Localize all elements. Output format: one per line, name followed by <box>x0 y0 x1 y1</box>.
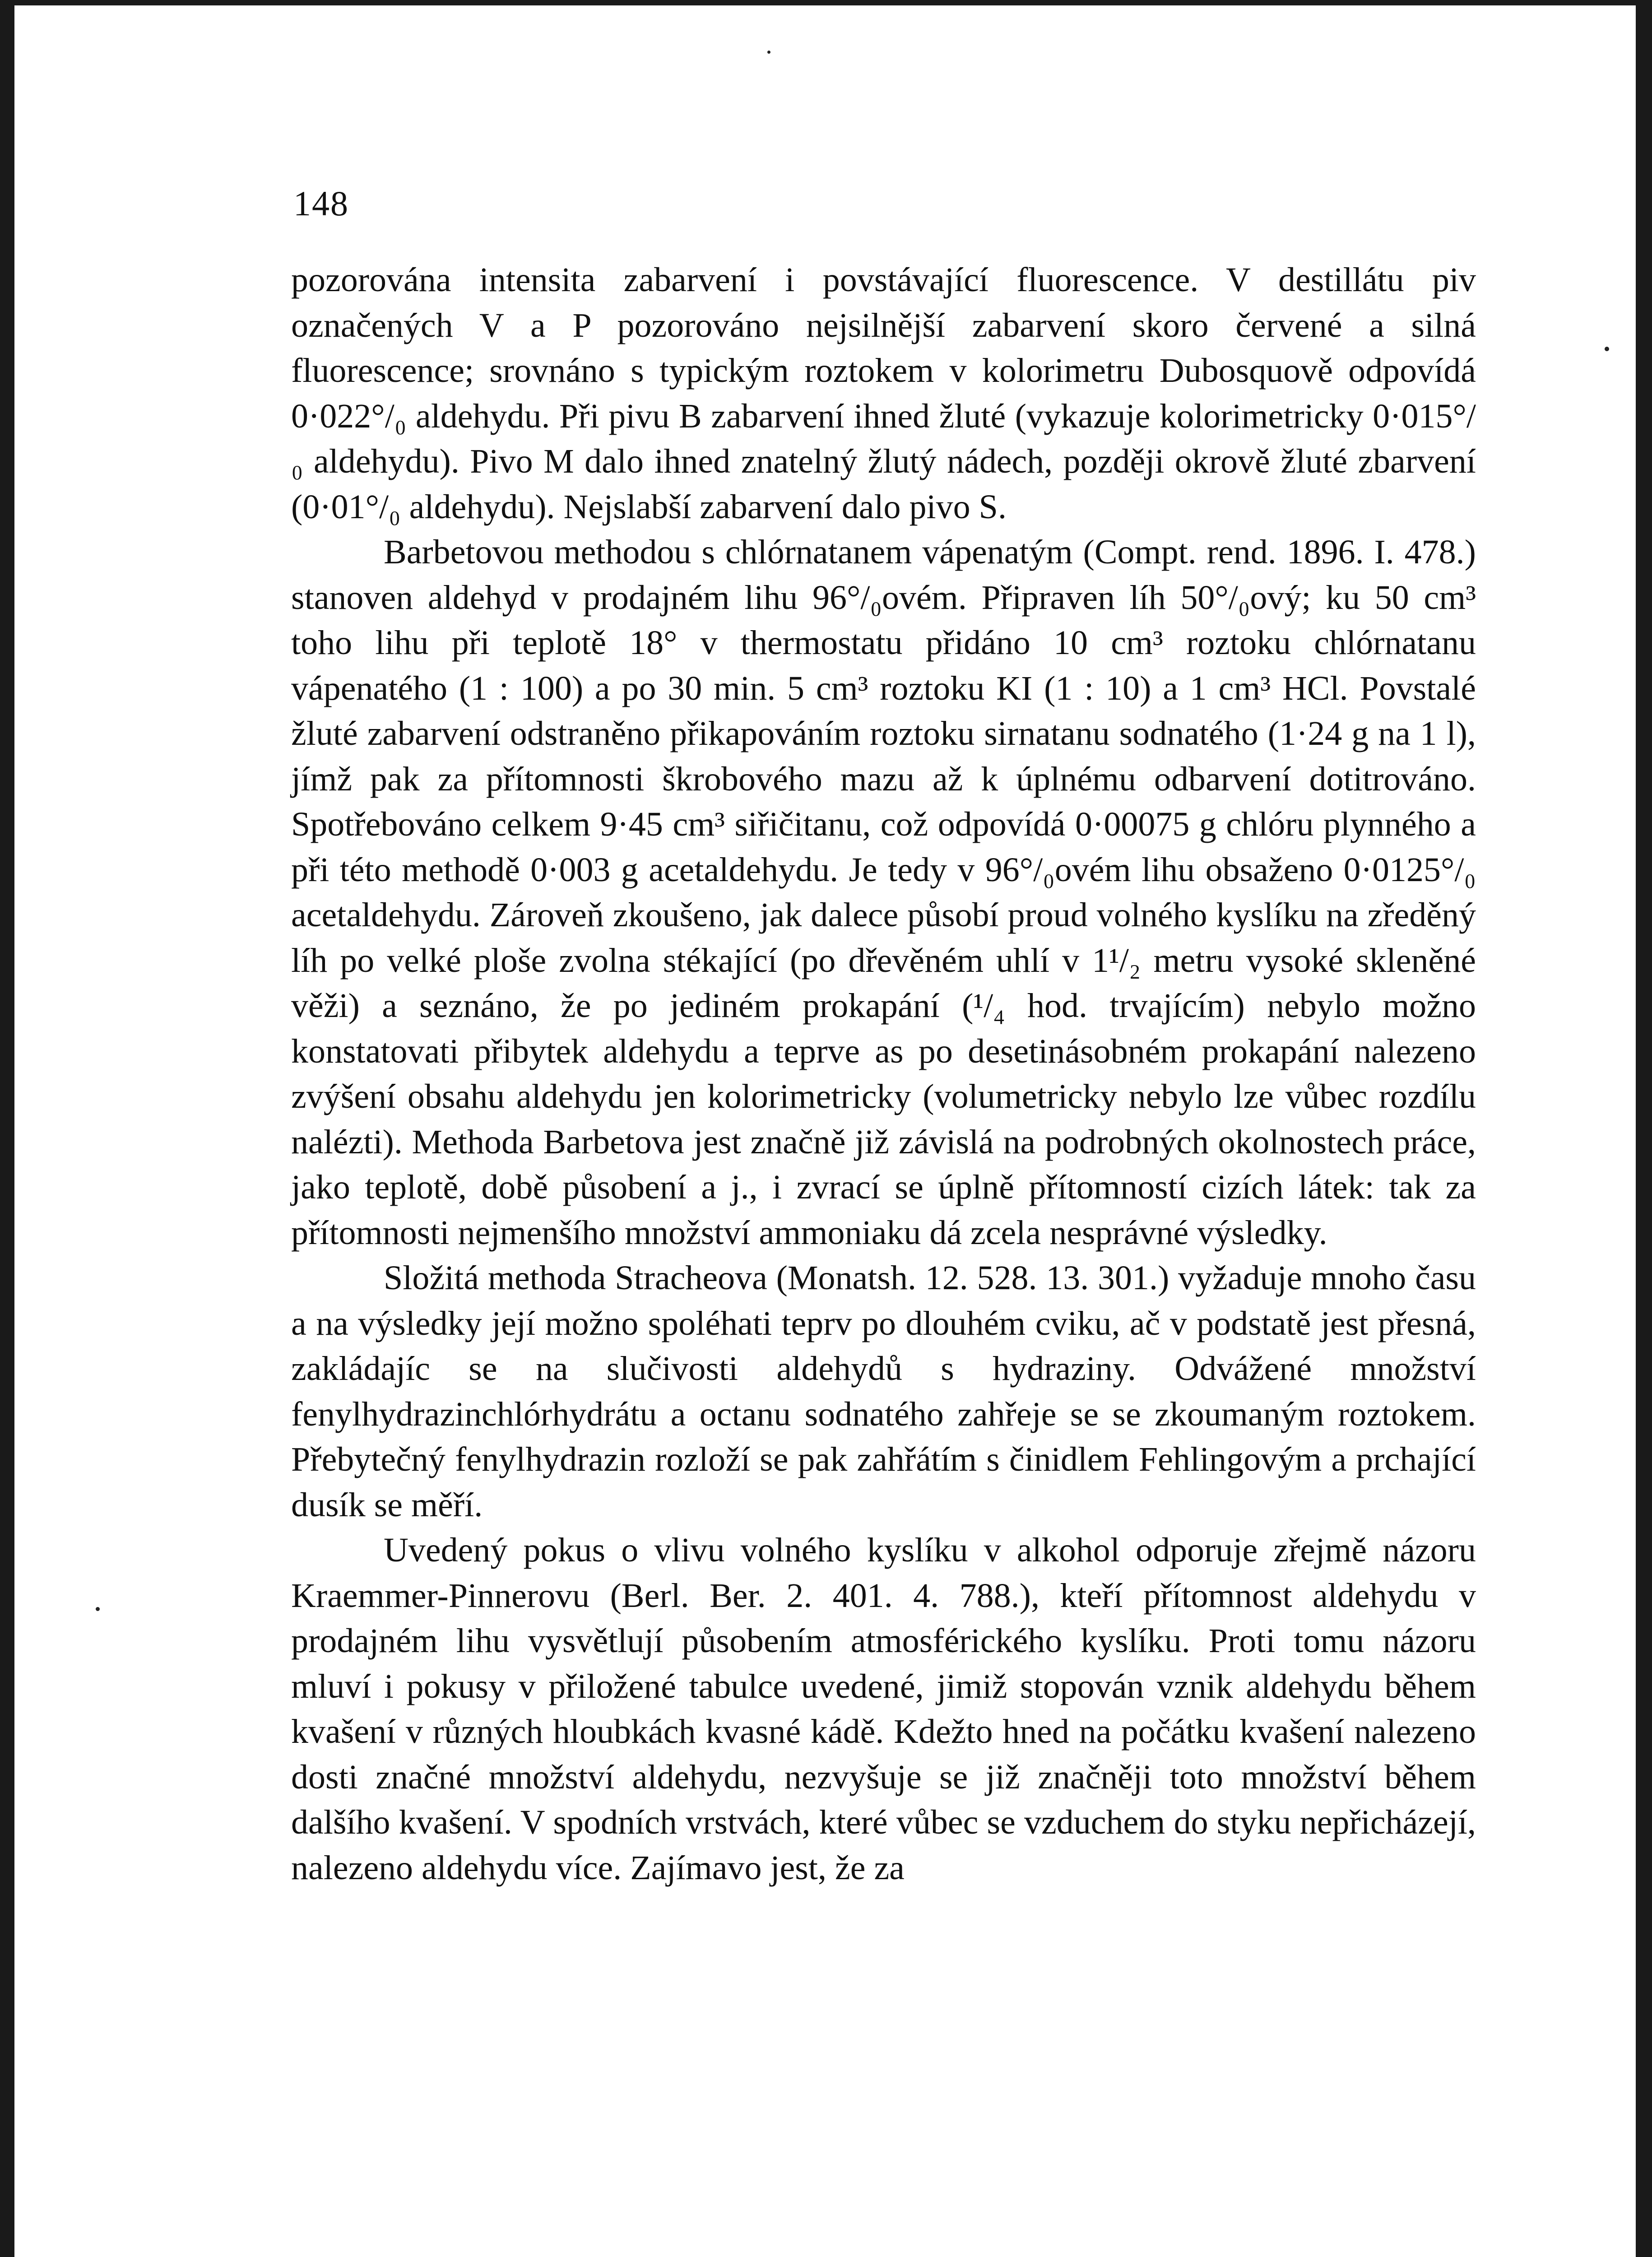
paragraph: Barbetovou methodou s chlórnatanem vápenatým (Compt. rend. 1896. I. 478.) stanoven aldehyd v prodajném lihu 96°/₀ovém. Připraven líh 50°/₀ový; ku 50 cm³ toho lihu při teplotě 18° v thermostatu přidáno 10 cm³ roztoku chlórnatanu vápenatého (1 : 100) a po 30 min. 5 cm³ roztoku KI (1 : 10) a 1 cm³ HCl. Povstalé žluté zabarvení odstraněno přikapováním roztoku sirnatanu sodnatého (1·24 g na 1 l), jímž pak za přítomnosti škrobového mazu až k úplnému odbarvení dotitrováno. Spotřebováno celkem 9·45 cm³ siřičitanu, což odpovídá 0·00075 g chlóru plynného a při této methodě 0·003 g acetaldehydu. Je tedy v 96°/₀ovém lihu obsaženo 0·0125°/₀ acetaldehydu. Zároveň zkoušeno, jak dalece působí proud volného kyslíku na zředěný líh po velké ploše zvolna stékající (po dřevěném uhlí v 1¹/₂ metru vysoké skleněné věži) a seznáno, že po jediném prokapání (¹/₄ hod. trvajícím) nebylo možno konstatovati přibytek aldehydu a teprve as po desetinásobném prokapání nalezeno zvýšení obsahu aldehydu jen kolorimetricky (volumetricky nebylo lze vůbec rozdílu nalézti). Methoda Barbetova jest značně již závislá na podrobných okolnostech práce, jako teplotě, době působení a j., i zvrací se úplně přítomností cizích látek: tak za přítomnosti nejmenšího množství ammoniaku dá zcela nesprávné výsledky. <box>291 533 1476 1252</box>
document-body <box>291 257 1476 1890</box>
scan-speck <box>1605 347 1609 351</box>
page-number: 148 <box>293 184 349 223</box>
paragraph: Uvedený pokus o vlivu volného kyslíku v alkohol odporuje zřejmě názoru Kraemmer-Pinnerovu (Berl. Ber. 2. 401. 4. 788.), kteří přítomnost aldehydu v prodajném lihu vysvětlují působením atmosférického kyslíku. Proti tomu názoru mluví i pokusy v přiložené tabulce uvedené, jimiž stopován vznik aldehydu během kvašení v různých hloubkách kvasné kádě. Kdežto hned na počátku kvašení nalezeno dosti značné množství aldehydu, nezvyšuje se již značněji toto množství během dalšího kvašení. V spodních vrstvách, které vůbec se vzduchem do styku nepřicházejí, nalezeno aldehydu více. Zajímavo jest, že za <box>291 1531 1476 1887</box>
paragraph: pozorována intensita zabarvení i povstávající fluorescence. V destillátu piv označených V a P pozorováno nejsilnější zabarvení skoro červené a silná fluorescence; srovnáno s typickým roztokem v kolorimetru Dubosquově odpovídá 0·022°/₀ aldehydu. Při pivu B zabarvení ihned žluté (vykazuje kolorimetricky 0·015°/₀ aldehydu). Pivo M dalo ihned znatelný žlutý nádech, později okrově žluté zbarvení (0·01°/₀ aldehydu). Nejslabší zabarvení dalo pivo S. <box>291 261 1476 526</box>
scan-speck <box>767 51 770 54</box>
paragraph: Složitá methoda Stracheova (Monatsh. 12. 528. 13. 301.) vyžaduje mnoho času a na výsledky její možno spoléhati teprv po dlouhém cviku, ač v podstatě jest přesná, zakládajíc se na slučivosti aldehydů s hydraziny. Odvážené množství fenylhydrazinchlórhydrátu a octanu sodnatého zahřeje se se zkoumaným roztokem. Přebytečný fenylhydrazin rozloží se pak zahřátím s činidlem Fehlingovým a prchající dusík se měří. <box>291 1259 1476 1524</box>
scan-speck <box>96 1607 100 1611</box>
